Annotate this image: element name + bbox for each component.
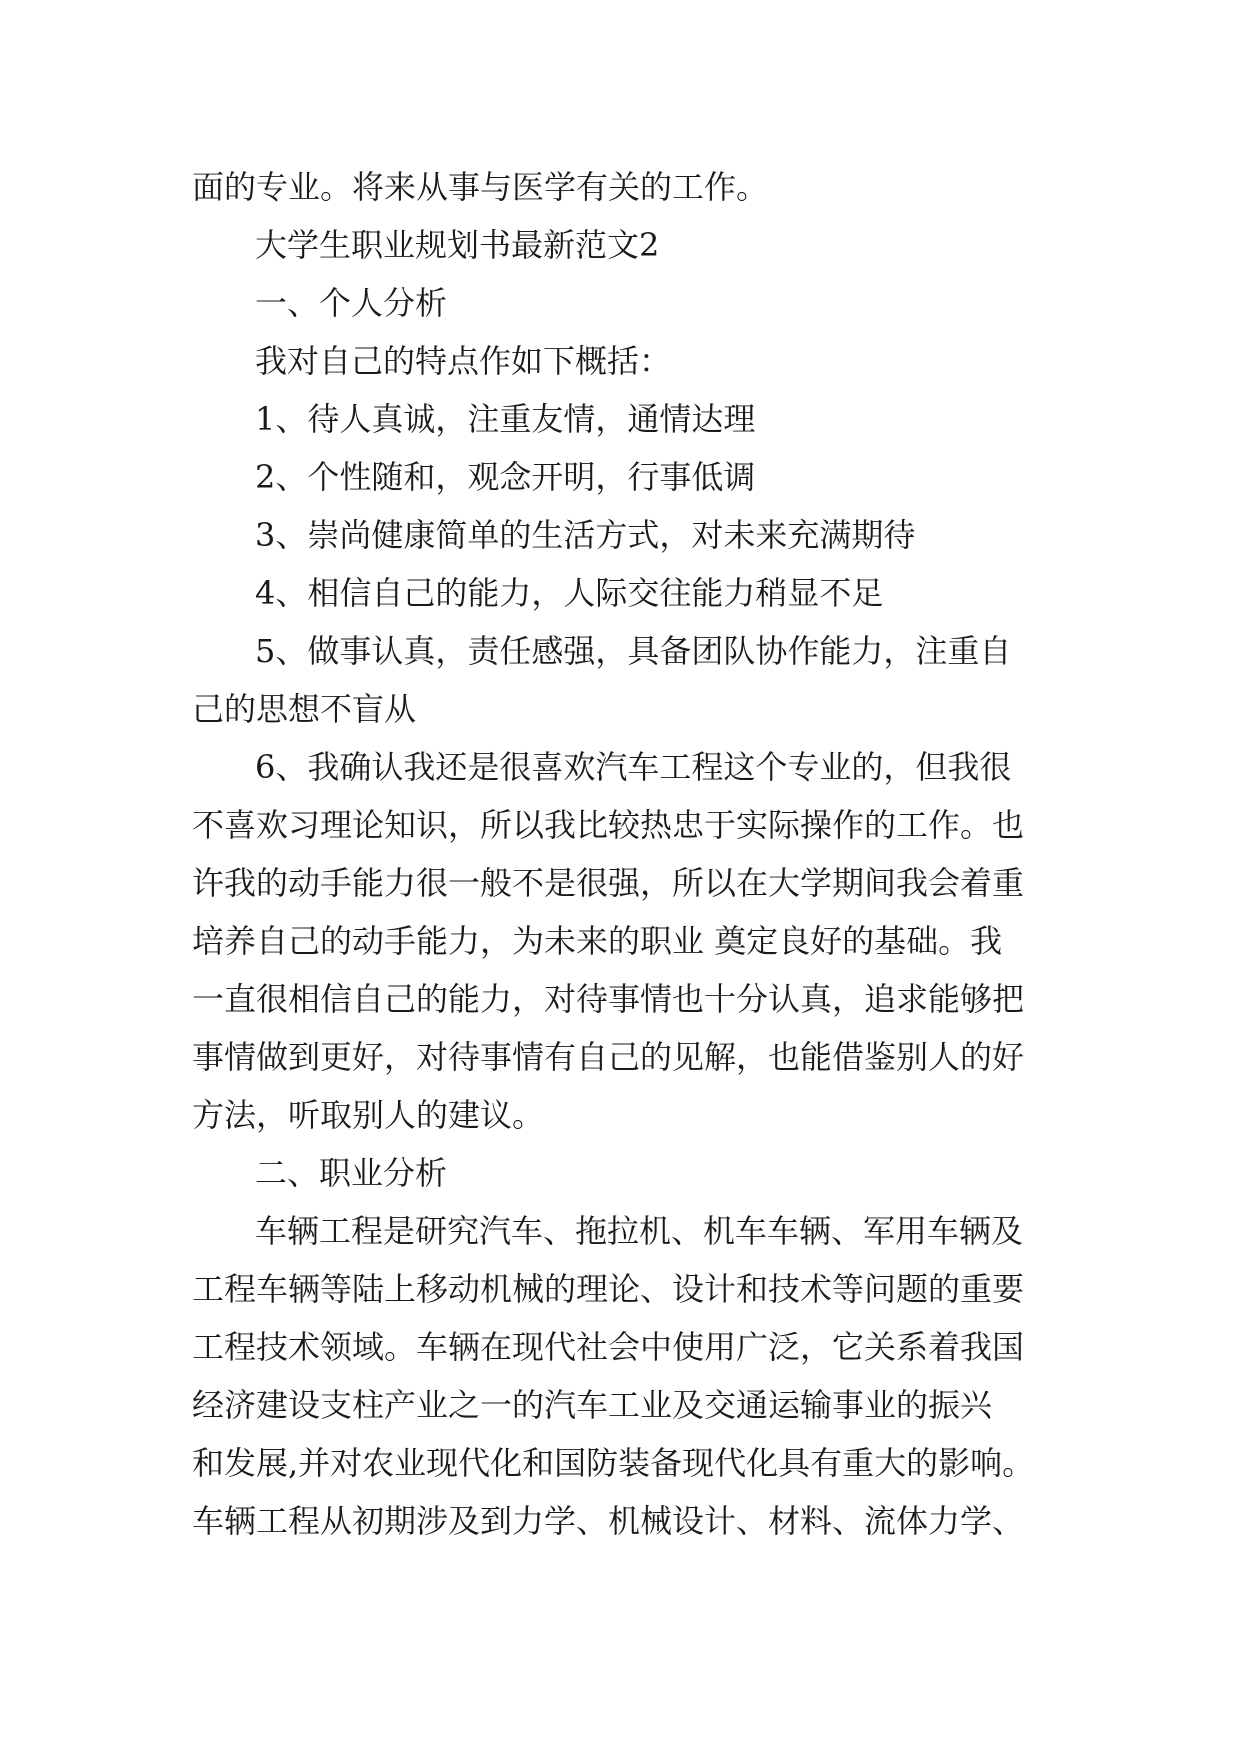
text-line-12: 不喜欢习理论知识，所以我比较热忠于实际操作的工作。也 [192, 806, 1025, 844]
text-line-16: 事情做到更好，对待事情有自己的见解，也能借鉴别人的好 [192, 1038, 1025, 1076]
text-line-20: 工程车辆等陆上移动机械的理论、设计和技术等问题的重要 [192, 1270, 1025, 1308]
heading-personal-analysis: 一、个人分析 [255, 284, 448, 322]
list-item-4: 4、相信自己的能力，人际交往能力稍显不足 [255, 574, 884, 612]
list-item-1: 1、待人真诚，注重友情，通情达理 [255, 400, 756, 438]
text-line-14: 培养自己的动手能力，为未来的职业 奠定良好的基础。我 [192, 922, 1003, 960]
text-line-23: 和发展,并对农业现代化和国防装备现代化具有重大的影响。 [192, 1444, 1035, 1482]
section-title: 大学生职业规划书最新范文2 [255, 226, 660, 264]
text-line-15: 一直很相信自己的能力，对待事情也十分认真，追求能够把 [192, 980, 1025, 1018]
heading-career-analysis: 二、职业分析 [255, 1154, 448, 1192]
list-item-3: 3、崇尚健康简单的生活方式，对未来充满期待 [255, 516, 916, 554]
text-line-13: 许我的动手能力很一般不是很强，所以在大学期间我会着重 [192, 864, 1025, 902]
text-line-4: 我对自己的特点作如下概括： [255, 342, 672, 380]
list-item-5-continued: 己的思想不盲从 [192, 690, 417, 728]
text-line-24: 车辆工程从初期涉及到力学、机械设计、材料、流体力学、 [192, 1502, 1025, 1540]
text-line-22: 经济建设支柱产业之一的汽车工业及交通运输事业的振兴 [192, 1386, 993, 1424]
list-item-5: 5、做事认真，责任感强，具备团队协作能力，注重自 [255, 632, 1012, 670]
text-line-21: 工程技术领域。车辆在现代社会中使用广泛，它关系着我国 [192, 1328, 1025, 1366]
list-item-6: 6、我确认我还是很喜欢汽车工程这个专业的，但我很 [255, 748, 1012, 786]
list-item-2: 2、个性随和，观念开明，行事低调 [255, 458, 756, 496]
text-line-17: 方法，听取别人的建议。 [192, 1096, 545, 1134]
text-line-19: 车辆工程是研究汽车、拖拉机、机车车辆、军用车辆及 [255, 1212, 1024, 1250]
text-line-1: 面的专业。将来从事与医学有关的工作。 [192, 168, 769, 206]
